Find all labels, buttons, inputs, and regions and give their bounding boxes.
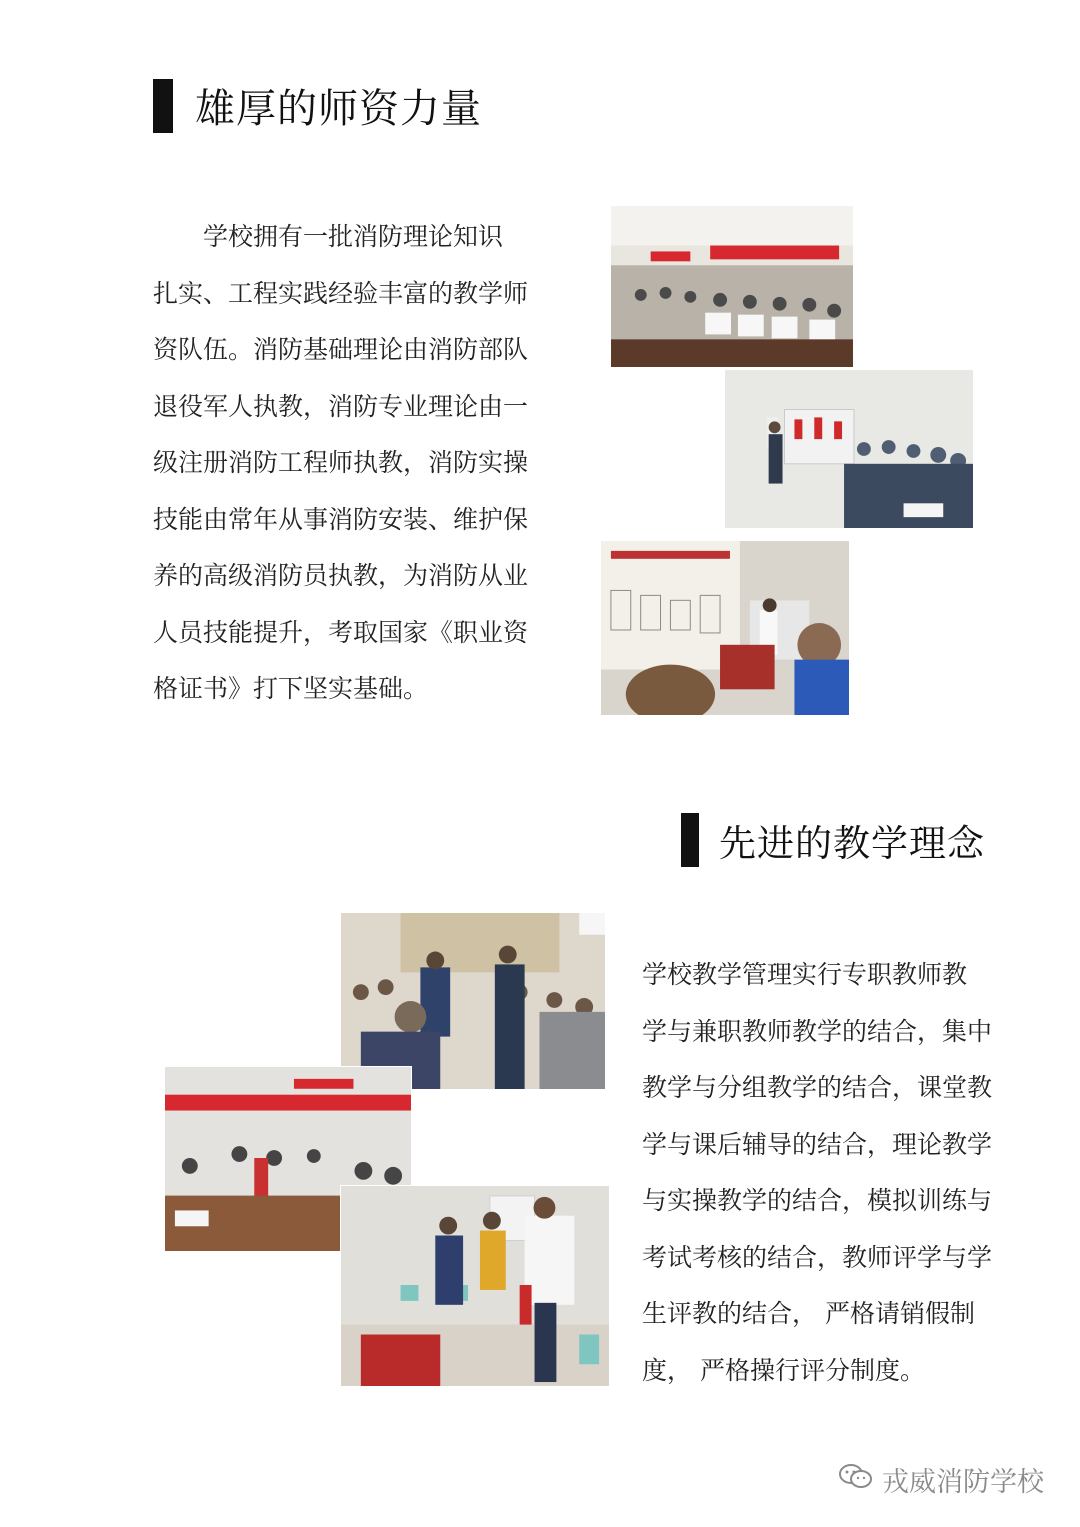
- section2-title: 先进的教学理念: [719, 822, 985, 865]
- classroom-photo-2: [724, 369, 974, 529]
- paragraph-line: 学校拥有一批消防理论知识: [153, 222, 504, 251]
- wechat-icon: [838, 1462, 874, 1497]
- section1-heading: [153, 77, 482, 134]
- training-photo-1: [340, 912, 606, 1090]
- paragraph-line: 扎实、工程实践经验丰富的教学师: [153, 278, 529, 308]
- paragraph-line: 学与兼职教师教学的结合，集中: [642, 1016, 993, 1046]
- paragraph-line: 学与课后辅导的结合，理论教学: [642, 1129, 993, 1159]
- paragraph-line: 资队伍。消防基础理论由消防部队: [153, 335, 529, 364]
- classroom-photo-3: [600, 540, 850, 716]
- paragraph-line: 格证书》打下坚实基础。: [153, 674, 429, 703]
- heading-bar: [681, 813, 699, 867]
- heading-bar: [153, 79, 173, 133]
- section1-paragraph: [153, 209, 533, 718]
- section1-title: 雄厚的师资力量: [195, 86, 482, 132]
- section2-paragraph: [642, 947, 1002, 1399]
- classroom-photo-1: [610, 205, 854, 368]
- paragraph-line: 级注册消防工程师执教，消防实操: [153, 448, 529, 477]
- account-footer: [838, 1460, 1044, 1499]
- section2-heading: [681, 813, 985, 867]
- paragraph-line: 养的高级消防员执教，为消防从业: [153, 561, 529, 590]
- paragraph-line: 度， 严格操行评分制度。: [642, 1355, 925, 1385]
- paragraph-line: 与实操教学的结合，模拟训练与: [642, 1186, 993, 1215]
- account-name: 戎威消防学校: [882, 1467, 1044, 1498]
- paragraph-line: 技能由常年从事消防安装、维护保: [153, 504, 529, 534]
- paragraph-line: 考试考核的结合，教师评学与学: [642, 1242, 993, 1272]
- paragraph-line: 人员技能提升，考取国家《职业资: [153, 617, 529, 647]
- training-photo-3: [340, 1185, 610, 1387]
- paragraph-line: 学校教学管理实行专职教师教: [642, 960, 968, 989]
- paragraph-line: 生评教的结合， 严格请销假制: [642, 1299, 975, 1328]
- paragraph-line: 教学与分组教学的结合，课堂教: [642, 1073, 993, 1102]
- paragraph-line: 退役军人执教，消防专业理论由一: [153, 391, 529, 421]
